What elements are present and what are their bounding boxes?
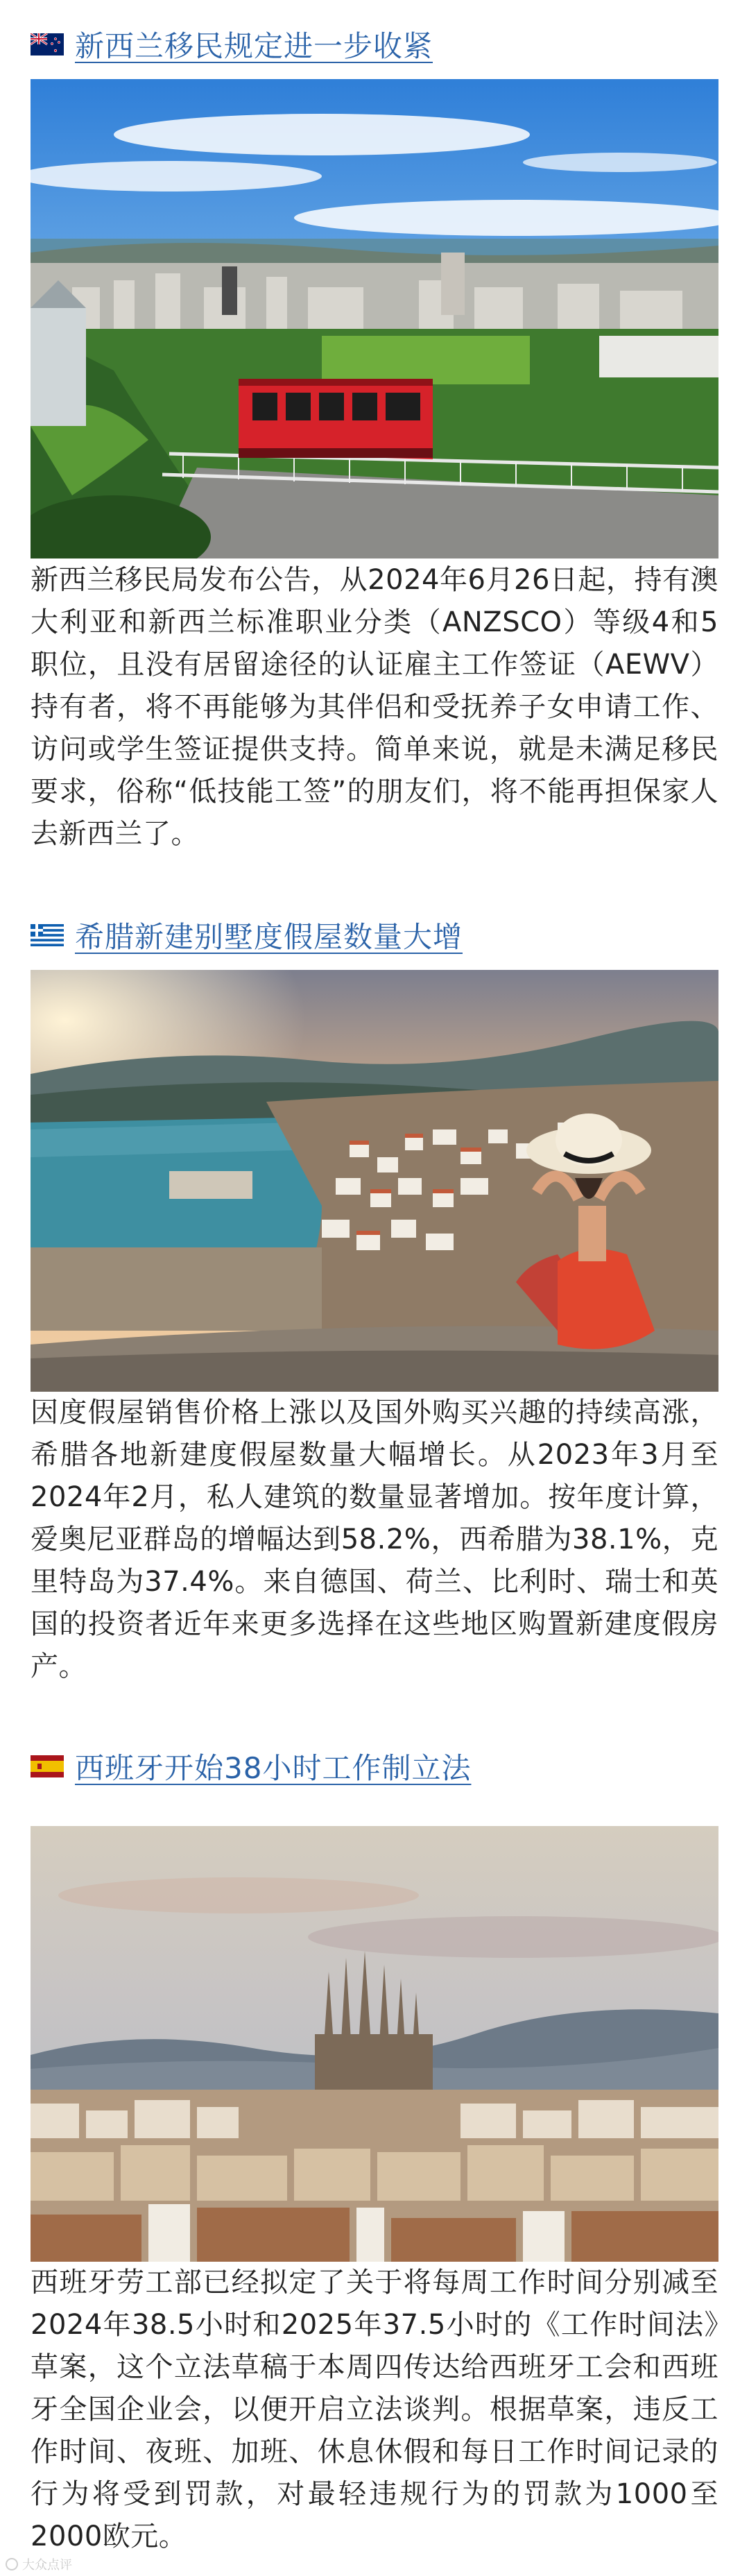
wellington-cable-car-photo	[31, 79, 718, 558]
watermark	[6, 2555, 72, 2573]
article-body: 因度假屋销售价格上涨以及国外购买兴趣的持续高涨，希腊各地新建度假屋数量大幅增长。从2023年3月至2024年2月，私人建筑的数量显著增加。按年度计算，爱奥尼亚群岛的增幅达到58.2%，西希腊为38.1%，克里特岛为37.4%。来自德国、荷兰、比利时、瑞士和英国的投资者近年来更多选择在这些地区购置新建度假房产。	[31, 1397, 718, 1682]
article-title: 希腊新建别墅度假屋数量大增	[75, 920, 463, 954]
greek-island-vacation-photo	[31, 970, 718, 1392]
article-body: 新西兰移民局发布公告，从2024年6月26日起，持有澳大利亚和新西兰标准职业分类（ANZSCO）等级4和5职位，且没有居留途径的认证雇主工作签证（AEWV）持有者，将不再能够为其伴侣和受抚养子女申请工作、访问或学生签证提供支持。简单来说，就是未满足移民要求，俗称“低技能工签”的朋友们，将不能再担保家人去新西兰了。	[31, 564, 718, 850]
barcelona-skyline-photo	[31, 1826, 718, 2262]
article-body: 西班牙劳工部已经拟定了关于将每周工作时间分别减至2024年38.5小时和2025年37.5小时的《工作时间法》草案，这个立法草稿于本周四传达给西班牙工会和西班牙全国企业会，以便开启立法谈判。根据草案，违反工作时间、夜班、加班、休息休假和每日工作时间记录的行为将受到罚款，对最轻违规行为的罚款为1000至2000欧元。	[31, 2267, 718, 2552]
article-headline[interactable]	[31, 22, 433, 67]
new-zealand-flag-icon	[31, 33, 64, 56]
watermark-text: 大众点评	[22, 2558, 72, 2573]
spain-flag-icon	[31, 1755, 64, 1777]
article-title: 西班牙开始38小时工作制立法	[75, 1751, 472, 1785]
article-headline[interactable]	[31, 913, 463, 957]
dianping-logo-icon	[6, 2558, 18, 2570]
greece-flag-icon	[31, 924, 64, 946]
article-title: 新西兰移民规定进一步收紧	[75, 29, 433, 63]
article-headline[interactable]	[31, 1744, 471, 1789]
